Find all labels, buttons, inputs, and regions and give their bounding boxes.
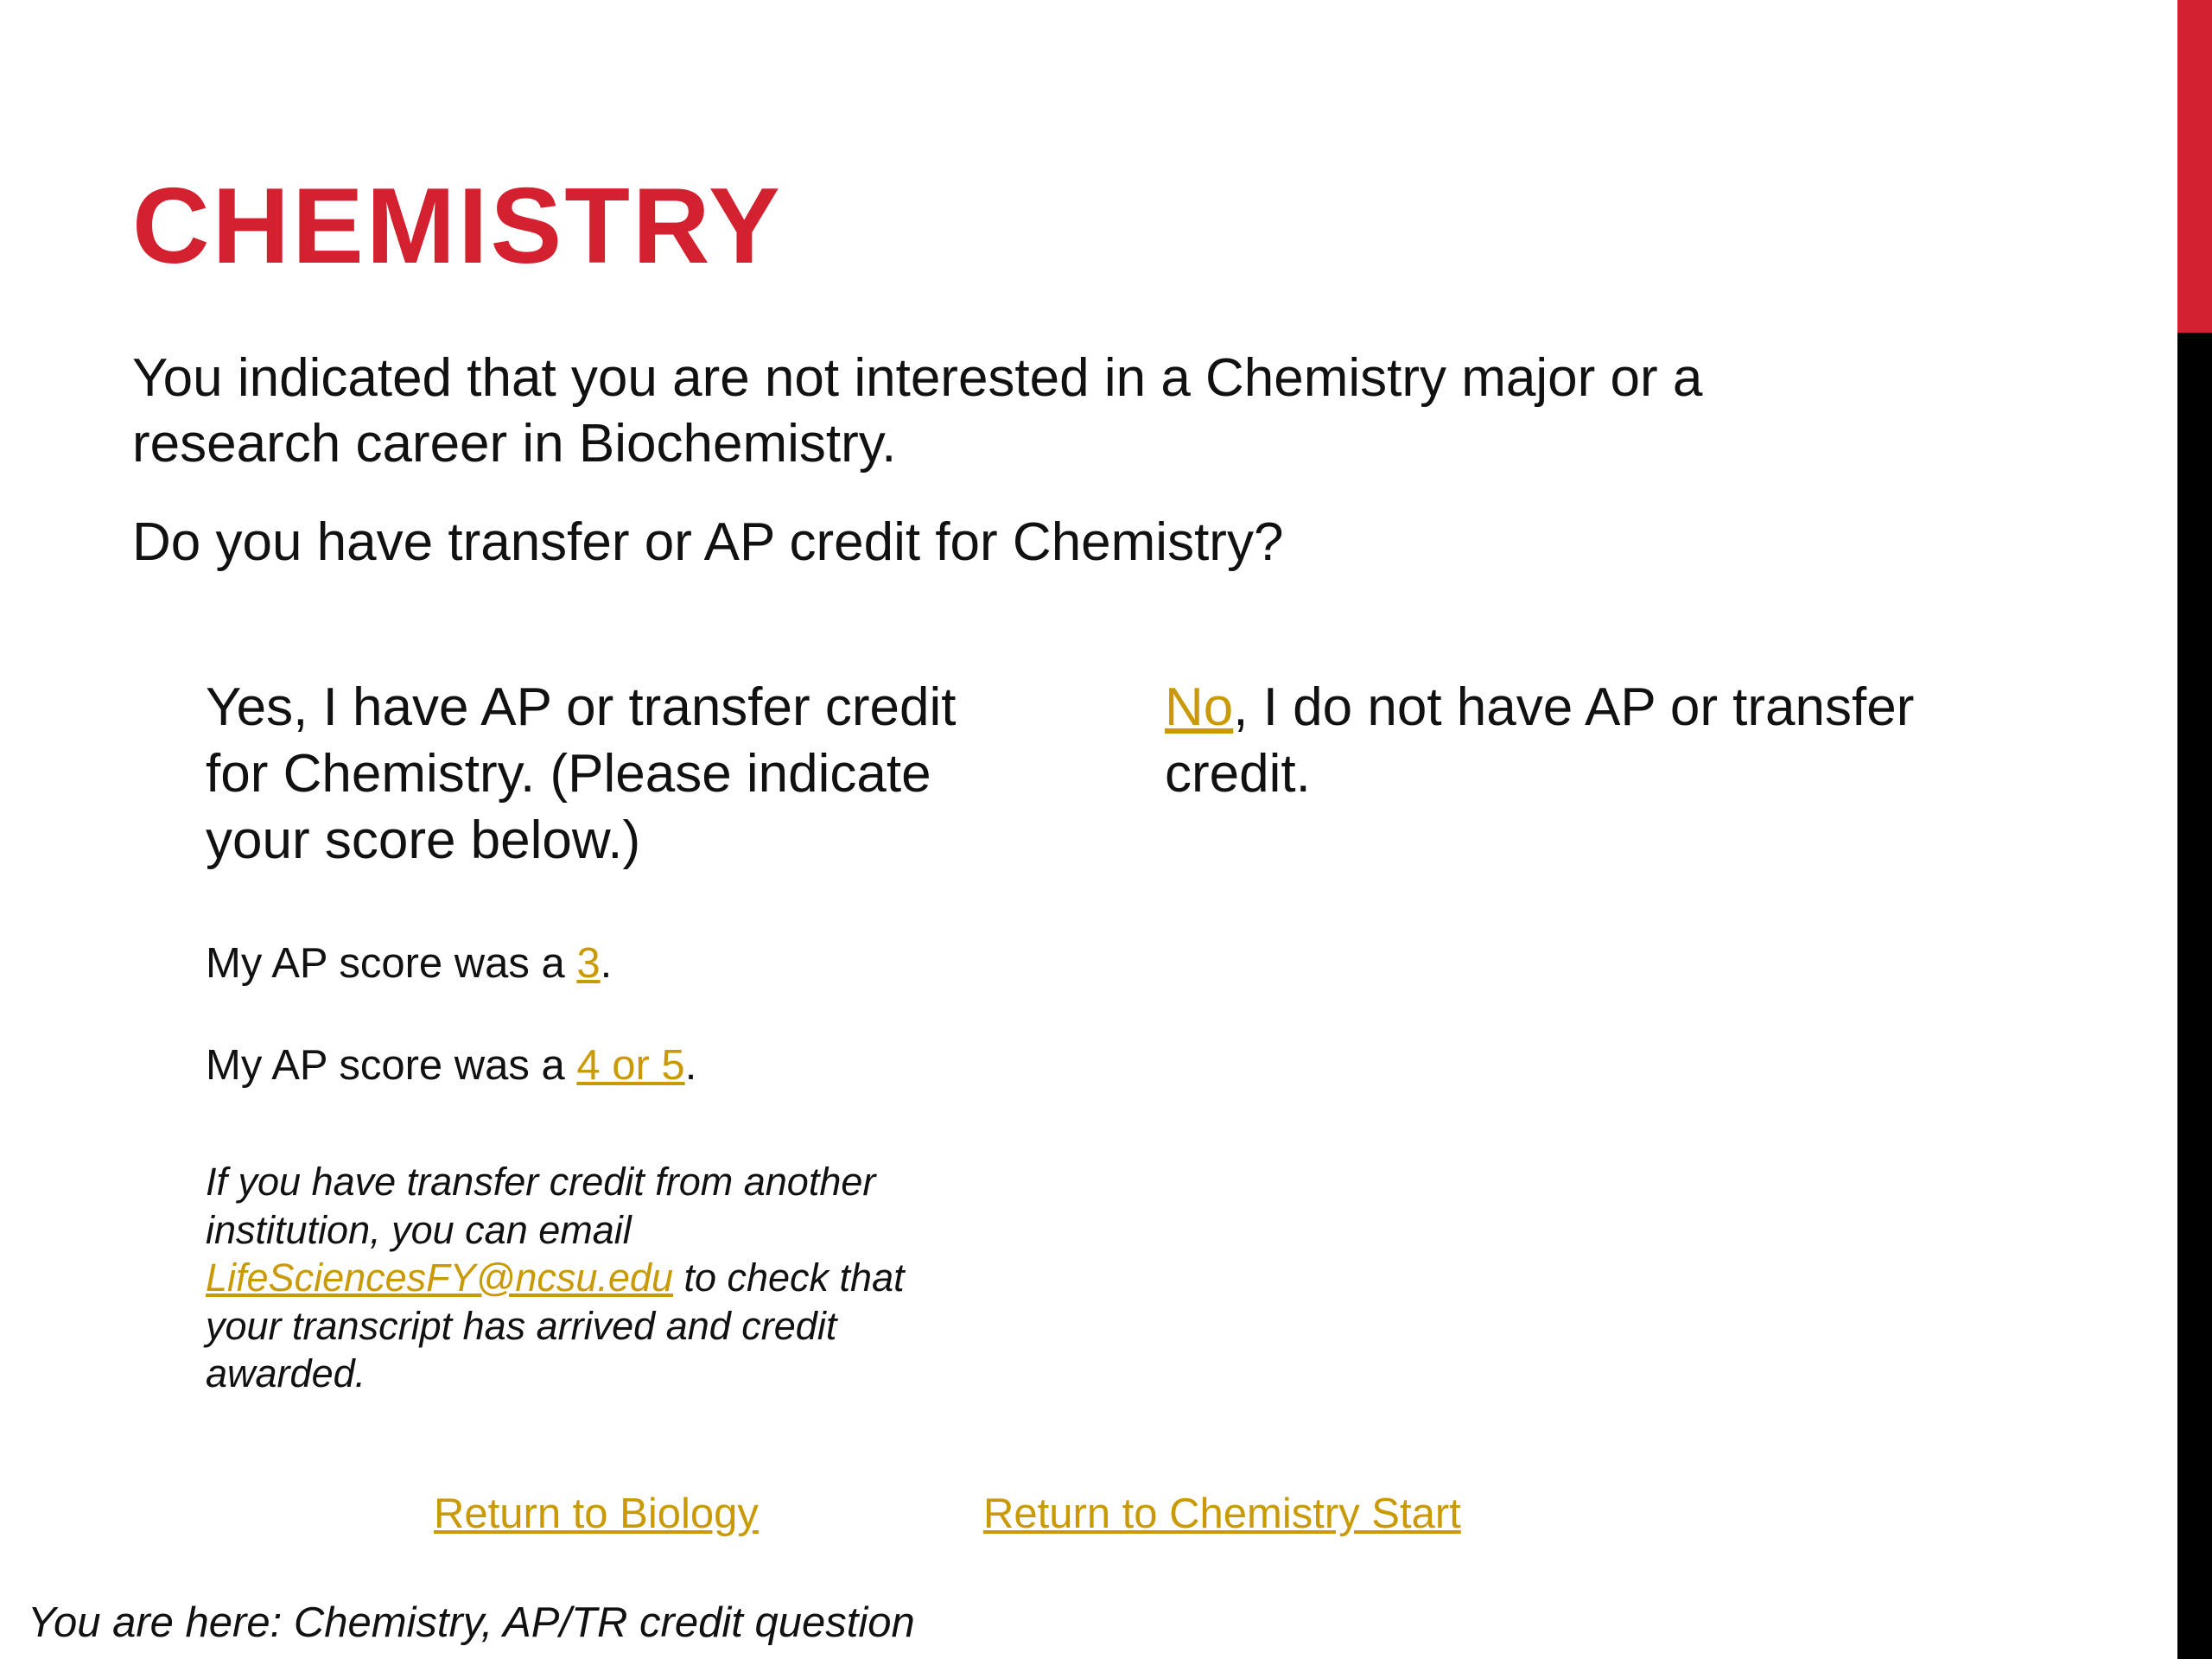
ap-score-prefix: My AP score was a bbox=[206, 940, 577, 987]
transfer-note-after: to check that your transcript has arrived and credit awarded. bbox=[206, 1255, 905, 1395]
transfer-note-before: If you have transfer credit from another institution, you can email bbox=[206, 1160, 876, 1252]
ap-score-prefix: My AP score was a bbox=[206, 1042, 577, 1089]
return-to-chemistry-start-link[interactable]: Return to Chemistry Start bbox=[983, 1491, 1461, 1537]
no-option-text: , I do not have AP or transfer credit. bbox=[1165, 677, 1915, 804]
email-link[interactable]: LifeSciencesFY@ncsu.edu bbox=[206, 1255, 673, 1300]
breadcrumb: You are here: Chemistry, AP/TR credit question bbox=[28, 1599, 915, 1646]
ap-score-suffix: . bbox=[684, 1042, 697, 1089]
ap-score-3-link[interactable]: 3 bbox=[576, 940, 601, 987]
intro-text: You indicated that you are not interested in a Chemistry major or a research career in Biochemistry. bbox=[132, 348, 1703, 474]
ap-score-4-5-link[interactable]: 4 or 5 bbox=[576, 1042, 685, 1089]
ap-score-4-5-line bbox=[206, 1039, 696, 1091]
page-title: CHEMISTRY bbox=[132, 167, 783, 286]
no-link[interactable]: No bbox=[1165, 677, 1234, 737]
question-text: Do you have transfer or AP credit for Chemistry? bbox=[132, 512, 1284, 572]
ap-score-suffix: . bbox=[600, 940, 613, 987]
transfer-credit-note bbox=[206, 1158, 983, 1398]
return-to-biology-link[interactable]: Return to Biology bbox=[434, 1491, 759, 1537]
side-accent-bar-red bbox=[2177, 0, 2212, 333]
ap-score-3-line bbox=[206, 938, 612, 989]
side-accent-bar-black bbox=[2177, 333, 2212, 1659]
no-option bbox=[1165, 674, 1942, 807]
yes-option-text: Yes, I have AP or transfer credit for Chemistry. (Please indicate your score below.) bbox=[206, 677, 957, 870]
